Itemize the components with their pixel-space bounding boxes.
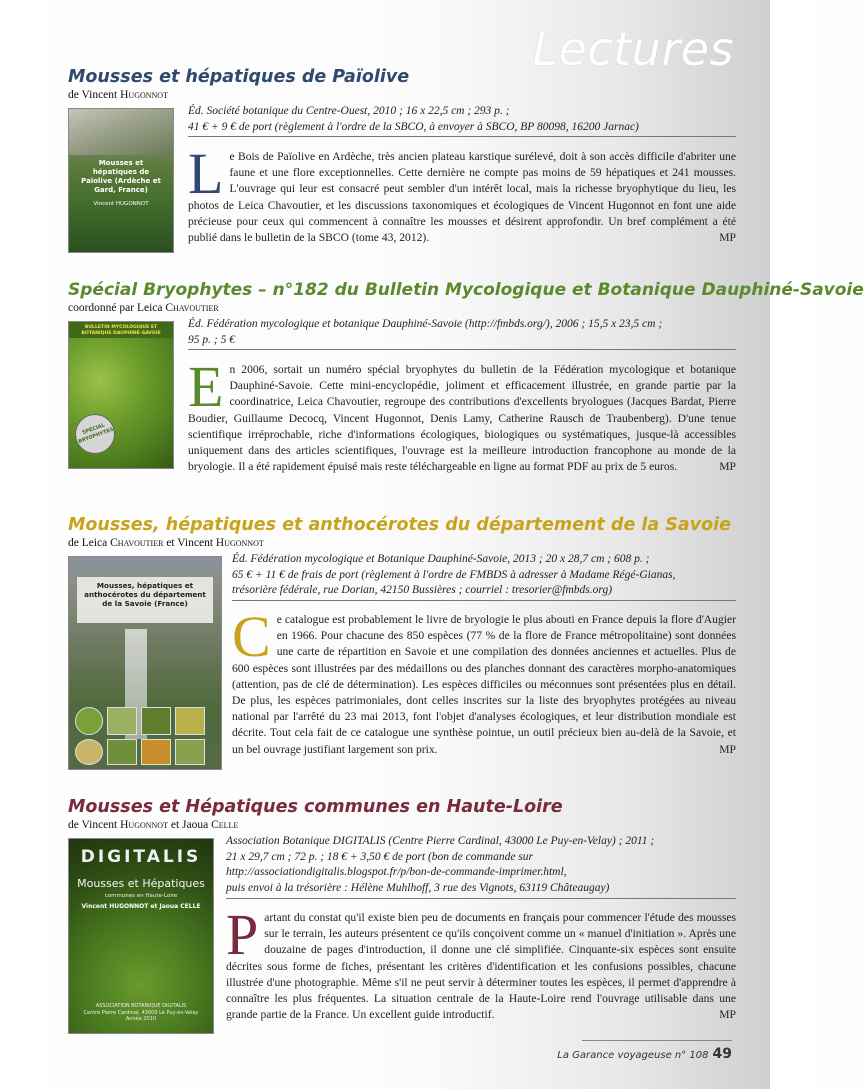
article-title: Mousses et hépatiques de Païolive (68, 67, 410, 87)
cover-title: Mousses et hépatiques de Païolive (Ardèche et Gard, France) (81, 159, 161, 194)
article-3 (68, 514, 736, 774)
signature: MP (719, 1008, 736, 1022)
review-text: Le Bois de Païolive en Ardèche, très ancien plateau karstique surélevé, doit à son accès difficile d'abriter une faune et une flore exceptionnelles. Cette dernière ne compte pas moins de 59 hépatiques et 241 mousses. L'ouvrage qui leur est consacré peut sembler d'un intérêt local, mais la richesse bryophytique du lieu, les photos de Leica Chavoutier, et les discussions taxonomiques et écologiques de Vincent Hugonnot en font une aide précieuse pour ceux qui commencent à connaître les mousses et désirent approfondir. Un bref complément a été publié dans le bulletin de la SBCO (tome 43, 2012). MP (188, 149, 736, 246)
divider (188, 136, 736, 137)
article-author: de Vincent Hugonnot (68, 89, 168, 101)
drop-cap: C (232, 604, 271, 669)
cover-subtitle: communes en Haute-Loire (104, 893, 178, 899)
bibliographic-reference: Éd. Fédération mycologique et Botanique Dauphiné-Savoie, 2013 ; 20 x 28,7 cm ; 608 p. ; 65 € + 11 € de frais de port (règlement à l'ordre de FMBDS à adresser à Madame Régé-Gianas, trésorière fédérale, rue Dorian, 42150 Bussières ; courriel : tresorier@fmbds.org) (232, 553, 676, 596)
cover-author: Vincent HUGONNOT (93, 201, 149, 207)
journal-name: La Garance voyageuse n° 108 (557, 1050, 709, 1061)
cover-badge: SPÉCIAL BRYOPHYTES (77, 422, 115, 445)
article-author: de Leica Chavoutier et Vincent Hugonnot (68, 537, 264, 549)
book-cover (68, 321, 174, 469)
article-2 (68, 279, 864, 499)
article-author: de Vincent Hugonnot et Jaoua Celle (68, 819, 239, 831)
cover-footer: ASSOCIATION BOTANIQUE DIGITALIS Centre Pierre Cardinal, 43000 Le Puy-en-Velay Année 2010 (83, 1003, 199, 1022)
review-text: Partant du constat qu'il existe bien peu de documents en français pour commencer l'étude des mousses sur le terrain, les auteurs présentent ce qu'ils conçoivent comme un « manuel d'initiation ». Après une douzaine de pages d'introduction, il donne une clé simplifiée. Cinquante-six espèces sont ensuite décrites sous forme de fiches, présentant les critères d'identification et les confusions possibles, chacune illustrée d'une photographie. Même s'il ne peut servir à déterminer toutes les espèces, il permet d'apprendre à connaître les plus fréquentes. La situation centrale de la Haute-Loire rend l'ouvrage utilisable dans une grande partie de la France. Un excellent guide introductif. MP (226, 910, 736, 1023)
page-number: 49 (712, 1046, 732, 1062)
article-title: Spécial Bryophytes – n°182 du Bulletin Mycologique et Botanique Dauphiné-Savoie (68, 280, 864, 300)
article-1 (68, 66, 736, 266)
drop-cap: E (188, 354, 224, 419)
cover-title: BULLETIN MYCOLOGIQUE ET BOTANIQUE DAUPHINÉ-SAVOIE (81, 325, 161, 336)
bibliographic-reference: Éd. Fédération mycologique et botanique Dauphiné-Savoie (http://fmbds.org/), 2006 ; 15,5 x 23,5 cm ; 95 p. ; 5 € (188, 318, 663, 346)
review-text: Ce catalogue est probablement le livre de bryologie le plus abouti en France depuis la flore d'Augier en 1966. Pour chacune des 850 espèces (77 % de la flore de France métropolitaine) sont données une carte de répartition en Savoie et une compilation des données anciennes et actuelles. Plus de 600 espèces sont illustrées par des médaillons ou des planches donnant des caractères morpho-anatomiques (attention, pas de clé de détermination). Les espèces difficiles ou méconnues sont présentées plus en détail. De plus, les espèces patrimoniales, dont celles inscrites sur la liste des bryophytes protégées au niveau national par l'arrêté du 23 mai 2013, font l'objet d'analyses écologiques, et leur distribution mondiale est décrite. Tout cela fait de ce catalogue une synthèse pointue, un outil précieux bien au-delà de la Savoie, et un bel ouvrage justifiant largement son prix. MP (232, 612, 736, 758)
divider (232, 600, 736, 601)
footer-divider (582, 1040, 732, 1041)
article-author: coordonné par Leica Chavoutier (68, 302, 219, 314)
signature: MP (719, 460, 736, 474)
divider (226, 898, 736, 899)
book-cover (68, 108, 174, 253)
cover-brand: DIGITALIS (80, 847, 202, 867)
bibliographic-reference: Éd. Société botanique du Centre-Ouest, 2010 ; 16 x 22,5 cm ; 293 p. ; 41 € + 9 € de port (règlement à l'ordre de la SBCO, à envoyer à SBCO, BP 80098, 16200 Jarnac) (188, 105, 639, 133)
page-footer (557, 1046, 732, 1062)
article-title: Mousses et Hépatiques communes en Haute-Loire (68, 797, 563, 817)
cover-authors: Vincent HUGONNOT et Jaoua CELLE (81, 903, 201, 910)
drop-cap: L (188, 141, 224, 206)
signature: MP (719, 231, 736, 245)
bibliographic-reference: Association Botanique DIGITALIS (Centre Pierre Cardinal, 43000 Le Puy-en-Velay) ; 2011 ; 21 x 29,7 cm ; 72 p. ; 18 € + 3,50 € de port (bon de commande sur http://associationdigitalis.blogspot.fr/p/bon-de-commande-imprimer.html, puis envoi à la trésorière : Hélène Muhlhoff, 3 rue des Vignots, 63119 Châteaugay) (226, 835, 655, 894)
divider (188, 349, 736, 350)
signature: MP (719, 742, 736, 756)
article-title: Mousses, hépatiques et anthocérotes du département de la Savoie (68, 515, 732, 535)
cover-title: Mousses et Hépatiques (77, 877, 205, 890)
section-title: Lectures (532, 22, 734, 76)
book-cover (68, 838, 214, 1034)
drop-cap: P (226, 902, 259, 967)
cover-title: Mousses, hépatiques et anthocérotes du département de la Savoie (France) (84, 581, 206, 608)
article-4 (68, 796, 736, 1036)
book-cover (68, 556, 222, 770)
review-text: En 2006, sortait un numéro spécial bryophytes du bulletin de la Fédération mycologique et botanique Dauphiné-Savoie. Cette mini-encyclopédie, joliment et efficacement illustrée, en grande partie par la coordinatrice, Leica Chavoutier, regroupe des contributions d'excellents bryologues (Jacques Bardat, Pierre Boudier, Guillaume Decocq, Vincent Hugonnot, Denis Lamy, Catherine Rausch de Traubenberg). D'une tenue scientifique irréprochable, riche d'informations écologiques, biologiques ou systématiques, jusque-là accessibles uniquement dans des articles scientifiques, l'ouvrage est la meilleure introduction francophone au monde de la bryologie. Il a été rapidement épuisé mais reste téléchargeable en ligne au format PDF au prix de 5 euros. MP (188, 362, 736, 475)
